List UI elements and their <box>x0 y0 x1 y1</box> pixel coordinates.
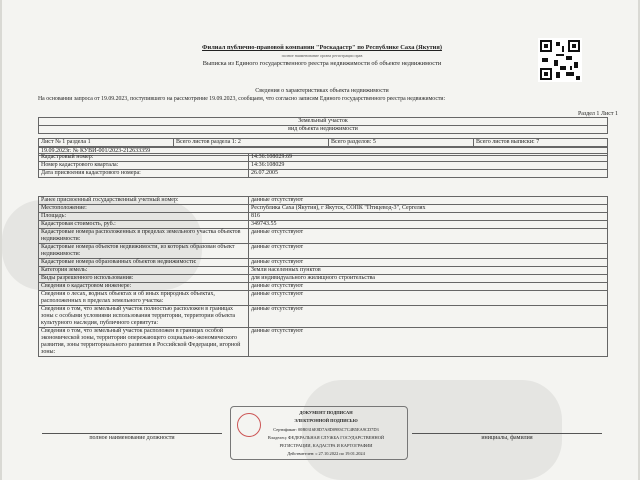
org-note: полное наименование органа регистрации прав <box>281 53 363 58</box>
row-value: 816 <box>249 213 608 221</box>
stamp-line: Действителен: с 27.10.2022 по 19.01.2024 <box>287 451 365 456</box>
row-label: Кадастровые номера объектов недвижимости, из которых образован объект недвижимости: <box>39 244 249 259</box>
row-label: Номер кадастрового квартала: <box>39 162 249 170</box>
stamp-line: ДОКУМЕНТ ПОДПИСАН <box>299 410 353 415</box>
row-value: данные отсутствуют <box>249 229 608 244</box>
row-value: данные отсутствуют <box>249 197 608 205</box>
section-sheet: Раздел 1 Лист 1 <box>577 111 618 117</box>
row-value: 14:36:108029:69 <box>249 154 608 162</box>
name-label: инициалы, фамилия <box>412 433 602 441</box>
electronic-signature-stamp <box>230 406 408 460</box>
basic-info-table <box>38 153 608 178</box>
row-value: 14:36:108029 <box>249 162 608 170</box>
document-page <box>2 0 638 480</box>
table-row <box>39 259 608 267</box>
emblem-icon <box>237 413 261 437</box>
table-row <box>39 154 608 162</box>
table-row <box>39 205 608 213</box>
row-value: данные отсутствуют <box>249 244 608 259</box>
table-row <box>39 291 608 306</box>
row-label: Сведения о том, что земельный участок полностью расположен в границах зоны с особыми условиями использования территории, территории объекта культурного наследия, публичного сервитута: <box>39 306 249 328</box>
row-value: данные отсутствуют <box>249 259 608 267</box>
characteristics-table <box>38 196 608 357</box>
row-label: Кадастровая стоимость, руб.: <box>39 221 249 229</box>
row-value: Земли населенных пунктов <box>249 267 608 275</box>
row-value: 349743.55 <box>249 221 608 229</box>
table-row <box>39 267 608 275</box>
row-label: Кадастровый номер: <box>39 154 249 162</box>
row-value: данные отсутствуют <box>249 283 608 291</box>
row-value: для индивидуального жилищного строительства <box>249 275 608 283</box>
position-label: полное наименование должности <box>42 433 222 441</box>
request-basis: На основании запроса от 19.09.2023, поступившего на рассмотрение 19.09.2023, сообщаем, что согласно записям Единого государственного реестра недвижимости: <box>38 96 446 102</box>
row-label: Сведения о кадастровом инженере: <box>39 283 249 291</box>
table-row <box>39 170 608 178</box>
stamp-line: Владелец: ФЕДЕРАЛЬНАЯ СЛУЖБА ГОСУДАРСТВЕННОЙ <box>267 435 385 440</box>
qr-code-icon <box>538 38 582 82</box>
row-value: 26.07.2005 <box>249 170 608 178</box>
sheet-info-table <box>38 138 608 147</box>
object-type: Земельный участок <box>39 118 608 126</box>
sheet-no: Лист № 1 раздела 1 <box>39 139 174 147</box>
row-value: Республика Саха (Якутия), г Якутск, СОПК "Птицевод-3", Сергелях <box>249 205 608 213</box>
row-label: Кадастровые номера образованных объектов недвижимости: <box>39 259 249 267</box>
section-title: Сведения о характеристиках объекта недвижимости <box>255 88 389 94</box>
table-row <box>39 275 608 283</box>
extract-number: 19.09.2023г. № КУВИ-001/2023-212633359 <box>39 148 608 156</box>
row-label: Сведения о лесах, водных объектах и об иных природных объектах, расположенных в пределах земельного участка: <box>39 291 249 306</box>
row-value: данные отсутствуют <box>249 306 608 328</box>
row-label: Местоположение: <box>39 205 249 213</box>
object-type-label: вид объекта недвижимости <box>39 126 608 134</box>
stamp-line: Сертификат: 00B0316E8D7A8D0983C7C4B5EA9CD7D3 <box>273 427 379 432</box>
table-row <box>39 244 608 259</box>
row-value: данные отсутствуют <box>249 291 608 306</box>
table-row <box>39 283 608 291</box>
table-row <box>39 213 608 221</box>
total-extract: Всего листов выписки: 7 <box>474 139 608 147</box>
row-label: Площадь: <box>39 213 249 221</box>
table-row <box>39 221 608 229</box>
total-section: Всего листов раздела 1: 2 <box>174 139 329 147</box>
extract-title: Выписка из Единого государственного реестра недвижимости об объекте недвижимости <box>202 60 442 67</box>
row-value: данные отсутствуют <box>249 328 608 357</box>
row-label: Сведения о том, что земельный участок расположен в границах особой экономической зоны, территории опережающего социально-экономического развития, зоны территориального развития в Российской Федерации, игорной зоны: <box>39 328 249 357</box>
row-label: Ранее присвоенный государственный учетный номер: <box>39 197 249 205</box>
table-row <box>39 306 608 328</box>
row-label: Дата присвоения кадастрового номера: <box>39 170 249 178</box>
table-row <box>39 162 608 170</box>
stamp-line: РЕГИСТРАЦИИ, КАДАСТРА И КАРТОГРАФИИ <box>279 443 373 448</box>
row-label: Кадастровые номера расположенных в пределах земельного участка объектов недвижимости: <box>39 229 249 244</box>
stamp-line: ЭЛЕКТРОННОЙ ПОДПИСЬЮ <box>294 418 358 423</box>
row-label: Категория земель: <box>39 267 249 275</box>
table-row <box>39 197 608 205</box>
object-type-table <box>38 117 608 134</box>
sections-count: Всего разделов: 5 <box>329 139 474 147</box>
row-label: Виды разрешенного использования: <box>39 275 249 283</box>
table-row <box>39 229 608 244</box>
org-name: Филиал публично-правовой компании "Роскадастр" по Республике Саха (Якутия) <box>202 44 442 51</box>
table-row <box>39 328 608 357</box>
